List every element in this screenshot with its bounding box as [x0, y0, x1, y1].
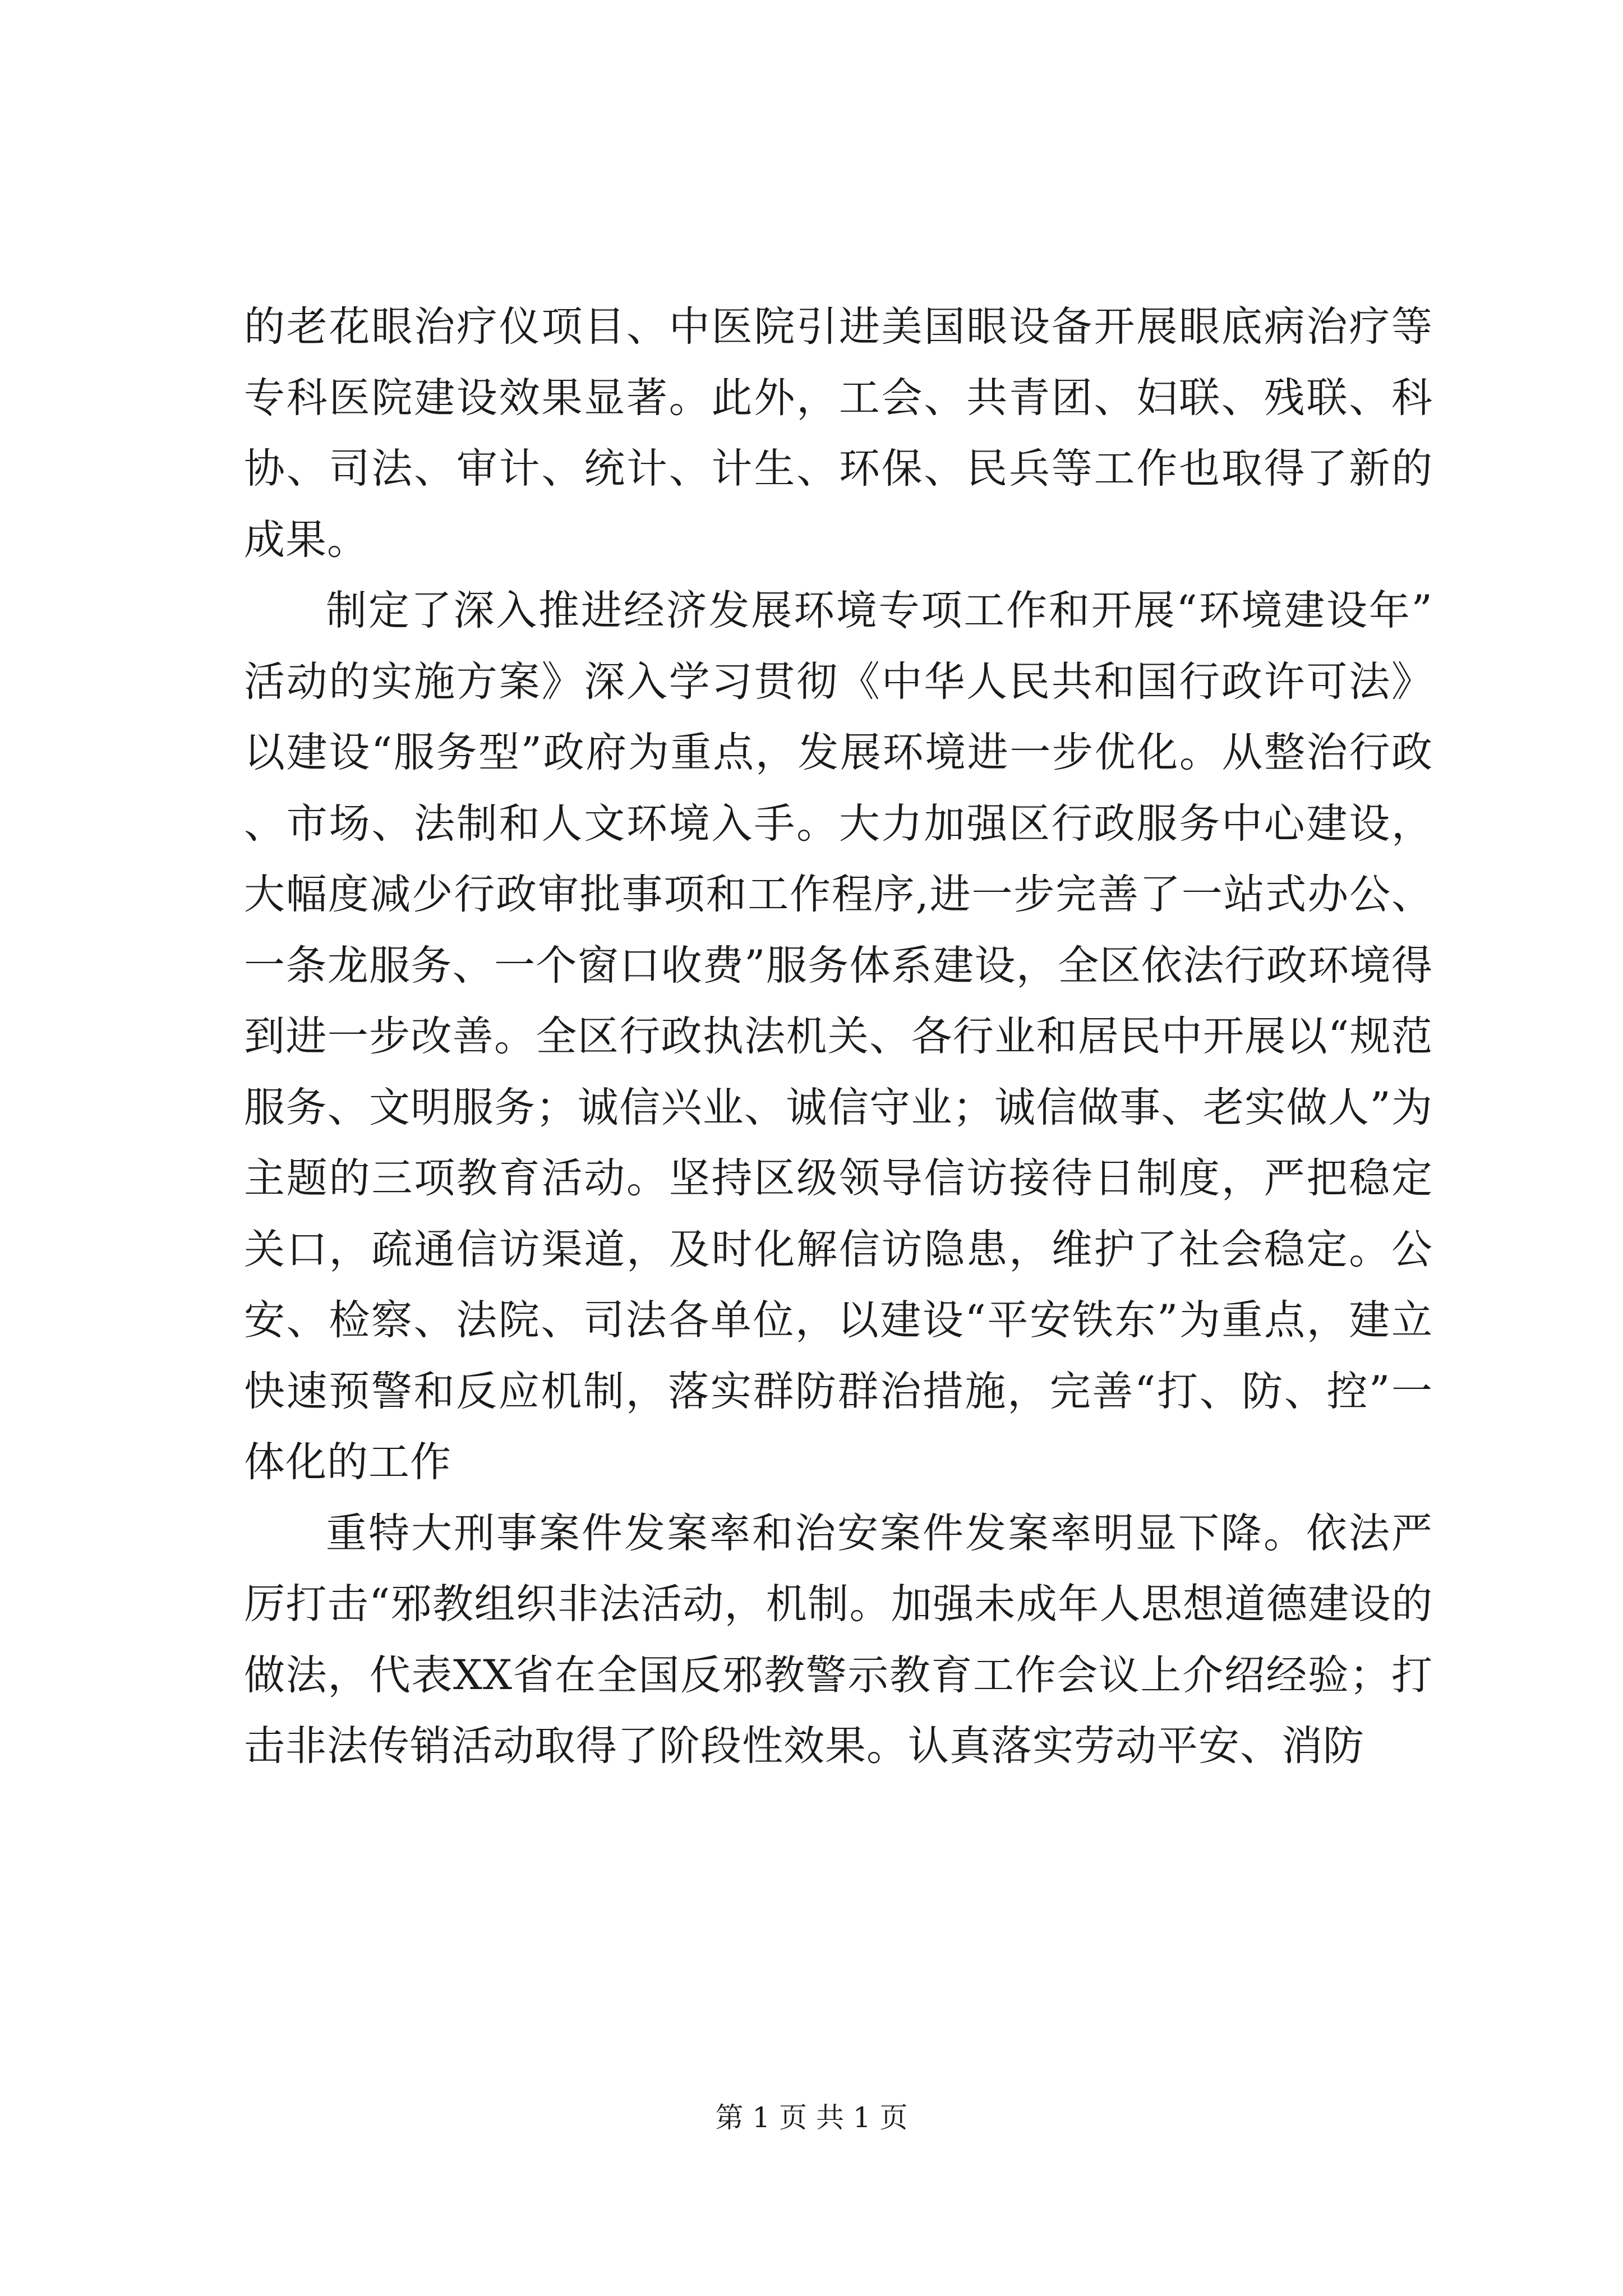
document-body: [244, 292, 1433, 1782]
page-footer: 第 1 页 共 1 页: [715, 2101, 908, 2134]
paragraph-3: 重特大刑事案件发案率和治安案件发案率明显下降。依法严厉打击“邪教组织非法活动，机制。加强未成年人思想道德建设的做法，代表XX省在全国反邪教警示教育工作会议上介绍经验；打击非法传销活动取得了阶段性效果。认真落实劳动平安、消防: [244, 1509, 1433, 1770]
paragraph-2: 制定了深入推进经济发展环境专项工作和开展“环境建设年”活动的实施方案》深入学习贯彻《中华人民共和国行政许可法》以建设“服务型”政府为重点，发展环境进一步优化。从整治行政、市场、法制和人文环境入手。大力加强区行政服务中心建设，大幅度减少行政审批事项和工作程序,进一步完善了一站式办公、一条龙服务、一个窗口收费”服务体系建设，全区依法行政环境得到进一步改善。全区行政执法机关、各行业和居民中开展以“规范服务、文明服务；诚信兴业、诚信守业；诚信做事、老实做人”为主题的三项教育活动。坚持区级领导信访接待日制度，严把稳定关口，疏通信访渠道，及时化解信访隐患，维护了社会稳定。公安、检察、法院、司法各单位，以建设“平安铁东”为重点，建立快速预警和反应机制，落实群防群治措施，完善“打、防、控”一体化的工作: [244, 587, 1433, 1486]
paragraph-1: 的老花眼治疗仪项目、中医院引进美国眼设备开展眼底病治疗等专科医院建设效果显著。此外，工会、共青团、妇联、残联、科协、司法、审计、统计、计生、环保、民兵等工作也取得了新的成果。: [244, 303, 1433, 564]
